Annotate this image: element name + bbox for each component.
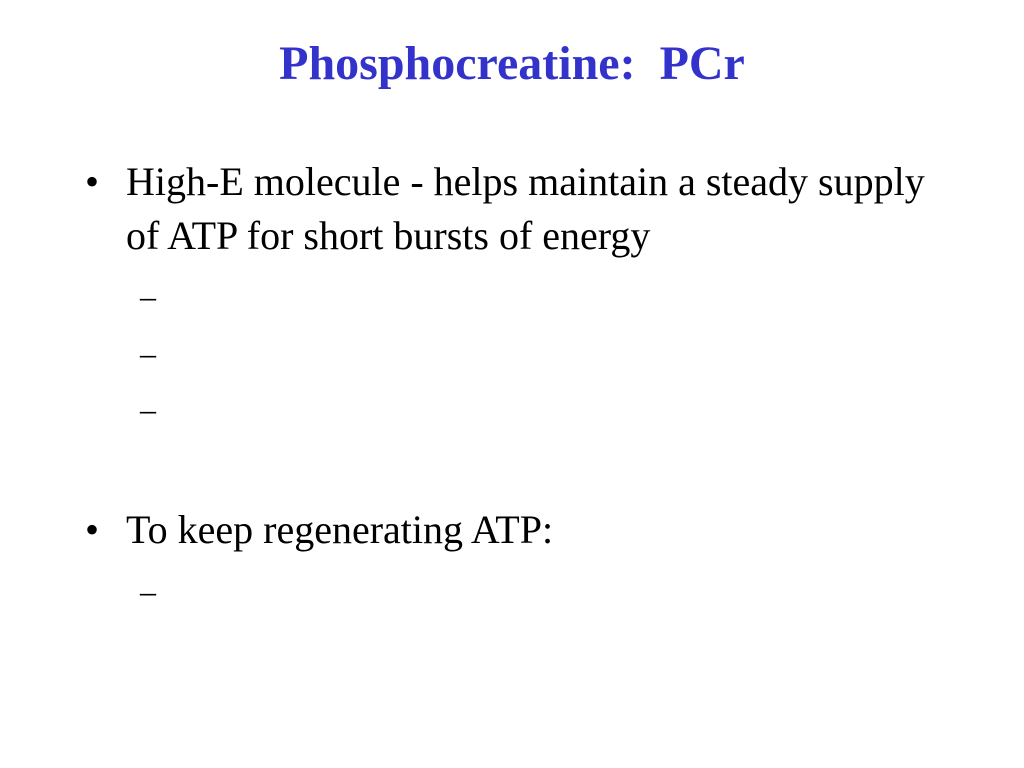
bullet-text: To keep regenerating ATP: xyxy=(126,507,554,552)
bullet-item xyxy=(85,155,926,263)
slide-title: Phosphocreatine: PCr xyxy=(279,37,745,90)
sub-bullet-dash: – xyxy=(140,391,156,427)
sub-bullet-dash: – xyxy=(140,335,156,371)
sub-bullet-dash: – xyxy=(140,573,156,609)
bullet-marker: • xyxy=(85,507,100,552)
sub-bullet-dash: – xyxy=(140,278,156,314)
bullet-marker: • xyxy=(85,159,100,204)
bullet-text: High-E molecule - helps maintain a steady supply of ATP for short bursts of energy xyxy=(126,159,925,258)
bullet-item xyxy=(85,503,926,557)
